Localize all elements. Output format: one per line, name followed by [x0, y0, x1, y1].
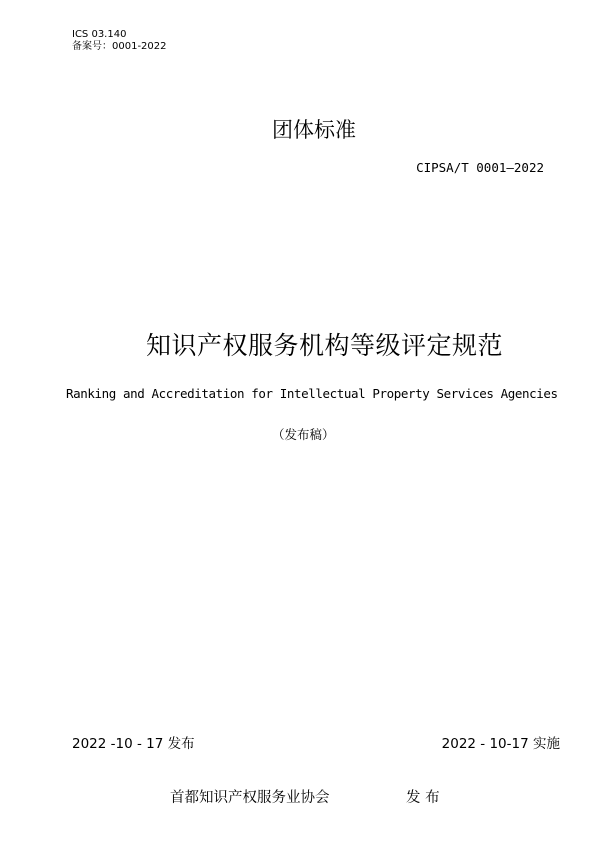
issue-date: 2022 -10 - 17 发布	[72, 736, 195, 752]
standard-type: 团体标准	[272, 118, 356, 142]
implement-date: 2022 - 10-17 实施	[441, 736, 560, 752]
title-cn: 知识产权服务机构等级评定规范	[146, 331, 504, 360]
draft-status: （发布稿）	[272, 427, 335, 442]
standard-code: CIPSA/T 0001—2022	[416, 160, 544, 175]
title-en: Ranking and Accreditation for Intellectual Property Services Agencies	[66, 386, 558, 401]
record-number: 备案号：0001-2022	[72, 41, 167, 52]
publish-label: 发 布	[406, 790, 440, 806]
publisher: 首都知识产权服务业协会	[170, 790, 330, 806]
ics-code: ICS 03.140	[72, 29, 127, 40]
